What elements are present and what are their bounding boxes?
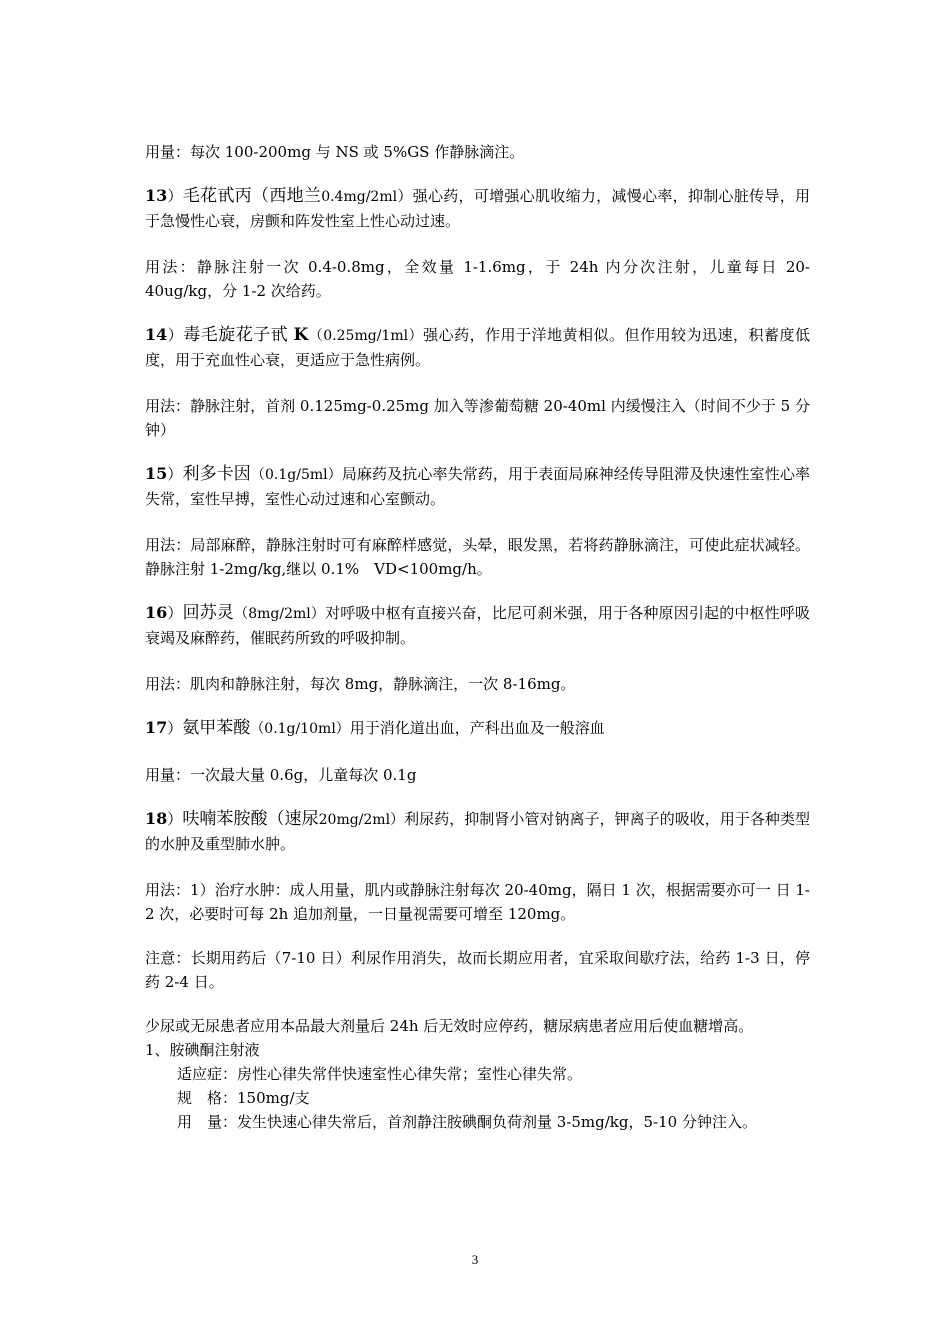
drug-16-heading — [145, 601, 810, 650]
drug-16-number: 16 — [145, 603, 168, 622]
drug-14-usage: 用法：静脉注射，首剂 0.125mg-0.25mg 加入等渗葡萄糖 20-40ml 内缓慢注入（时间不少于 5 分钟） — [145, 397, 810, 439]
drug-15-heading — [145, 462, 810, 511]
drug-16-paren: ） — [167, 604, 183, 622]
drug-16-name: 回苏灵 — [182, 603, 235, 623]
drug-18-paren: ） — [167, 810, 183, 828]
drug-13-desc: ）强心药，可增强心肌收缩力，减慢心率，抑制心脏传导，用于急慢性心衰，房颤和阵发性室上性心动过速。 — [145, 187, 810, 230]
drug-14-desc: 强心药，作用于洋地黄相似。但作用较为迅速，积蓄度低度，用于充血性心衰，更适应于急性病例。 — [145, 326, 810, 369]
drug-15-spec: （0.1g/5ml） — [250, 467, 342, 483]
drug-18-usage: 用法：1）治疗水肿：成人用量，肌内或静脉注射每次 20-40mg，隔日 1 次，根据需要亦可一 日 1-2 次，必要时可每 2h 追加剂量，一日量视需要可增至 120mg。 — [145, 881, 810, 923]
drug-17-heading — [145, 716, 810, 741]
drug-18-note2: 少尿或无尿患者应用本品最大剂量后 24h 后无效时应停药，糖尿病患者应用后使血糖增高。 — [145, 1017, 754, 1035]
drug-18-number: 18 — [145, 809, 168, 828]
drug-17-spec: （0.1g/10ml） — [250, 721, 350, 737]
drug-14-heading — [145, 323, 810, 372]
drug-16-spec: （8mg/2ml） — [234, 606, 326, 622]
drug-14-k: K — [293, 325, 309, 345]
drug-13-name: 毛花甙丙（西地兰 — [182, 186, 322, 206]
drug-17-name: 氨甲苯酸 — [182, 718, 251, 738]
drug-18-spec: 20mg/2ml） — [318, 812, 405, 828]
drug-13-paren: ） — [167, 187, 183, 205]
section-1-dosage: 用 量：发生快速心律失常后，首剂静注胺碘酮负荷剂量 3-5mg/kg，5-10 分钟注入。 — [177, 1113, 757, 1131]
drug-14-paren: ） — [167, 326, 184, 344]
drug-17-desc: 用于消化道出血，产科出血及一般溶血 — [349, 719, 605, 737]
drug-17-number: 17 — [145, 718, 168, 737]
drug-15-desc: 局麻药及抗心率失常药，用于表面局麻神经传导阻滞及快速性室性心率失常，室性早搏，室性心动过速和心室颤动。 — [145, 465, 810, 508]
page-number: 3 — [471, 1252, 479, 1267]
drug-14-spec: （0.25mg/1ml） — [308, 328, 424, 344]
drug-16-desc: 对呼吸中枢有直接兴奋，比尼可刹米强，用于各种原因引起的中枢性呼吸衰竭及麻醉药，催眠药所致的呼吸抑制。 — [145, 604, 810, 647]
drug-18-heading — [145, 807, 810, 856]
drug-15-usage: 用法：局部麻醉，静脉注射时可有麻醉样感觉，头晕，眼发黑，若将药静脉滴注，可使此症状减轻。静脉注射 1-2mg/kg,继以 0.1% VD<100mg/h。 — [145, 536, 810, 578]
drug-15-number: 15 — [145, 464, 168, 483]
drug-15-paren: ） — [167, 465, 183, 483]
drug-14-name: 毒毛旋花子甙 — [183, 325, 289, 345]
drug-13-usage: 用法：静脉注射一次 0.4-0.8mg，全效量 1-1.6mg，于 24h 内分次注射，儿童每日 20-40ug/kg，分 1-2 次给药。 — [145, 258, 810, 300]
drug-15-name: 利多卡因 — [182, 464, 251, 484]
drug-16-usage: 用法：肌肉和静脉注射，每次 8mg，静脉滴注，一次 8-16mg。 — [145, 675, 576, 693]
drug-18-name: 呋喃苯胺酸（速尿 — [182, 809, 319, 829]
drug-17-paren: ） — [167, 719, 183, 737]
drug-18-note: 注意：长期用药后（7-10 日）利尿作用消失，故而长期应用者，宜采取间歇疗法，给药 1-3 日，停药 2-4 日。 — [145, 949, 810, 991]
drug-18-desc: 利尿药，抑制肾小管对钠离子，钾离子的吸收，用于各种类型的水肿及重型肺水肿。 — [145, 810, 810, 853]
top-usage: 用量：每次 100-200mg 与 NS 或 5%GS 作静脉滴注。 — [145, 143, 525, 161]
section-1-spec: 规 格：150mg/支 — [177, 1089, 310, 1107]
drug-13-heading — [145, 184, 810, 233]
drug-14-number: 14 — [145, 325, 168, 344]
section-1-indication: 适应症：房性心律失常伴快速室性心律失常；室性心律失常。 — [177, 1065, 583, 1083]
document-page — [145, 0, 810, 1134]
drug-13-number: 13 — [145, 186, 168, 205]
drug-17-usage: 用量：一次最大量 0.6g，儿童每次 0.1g — [145, 766, 417, 784]
section-1-title: 1、胺碘酮注射液 — [145, 1041, 260, 1059]
drug-13-spec: 0.4mg/2ml — [321, 189, 398, 205]
